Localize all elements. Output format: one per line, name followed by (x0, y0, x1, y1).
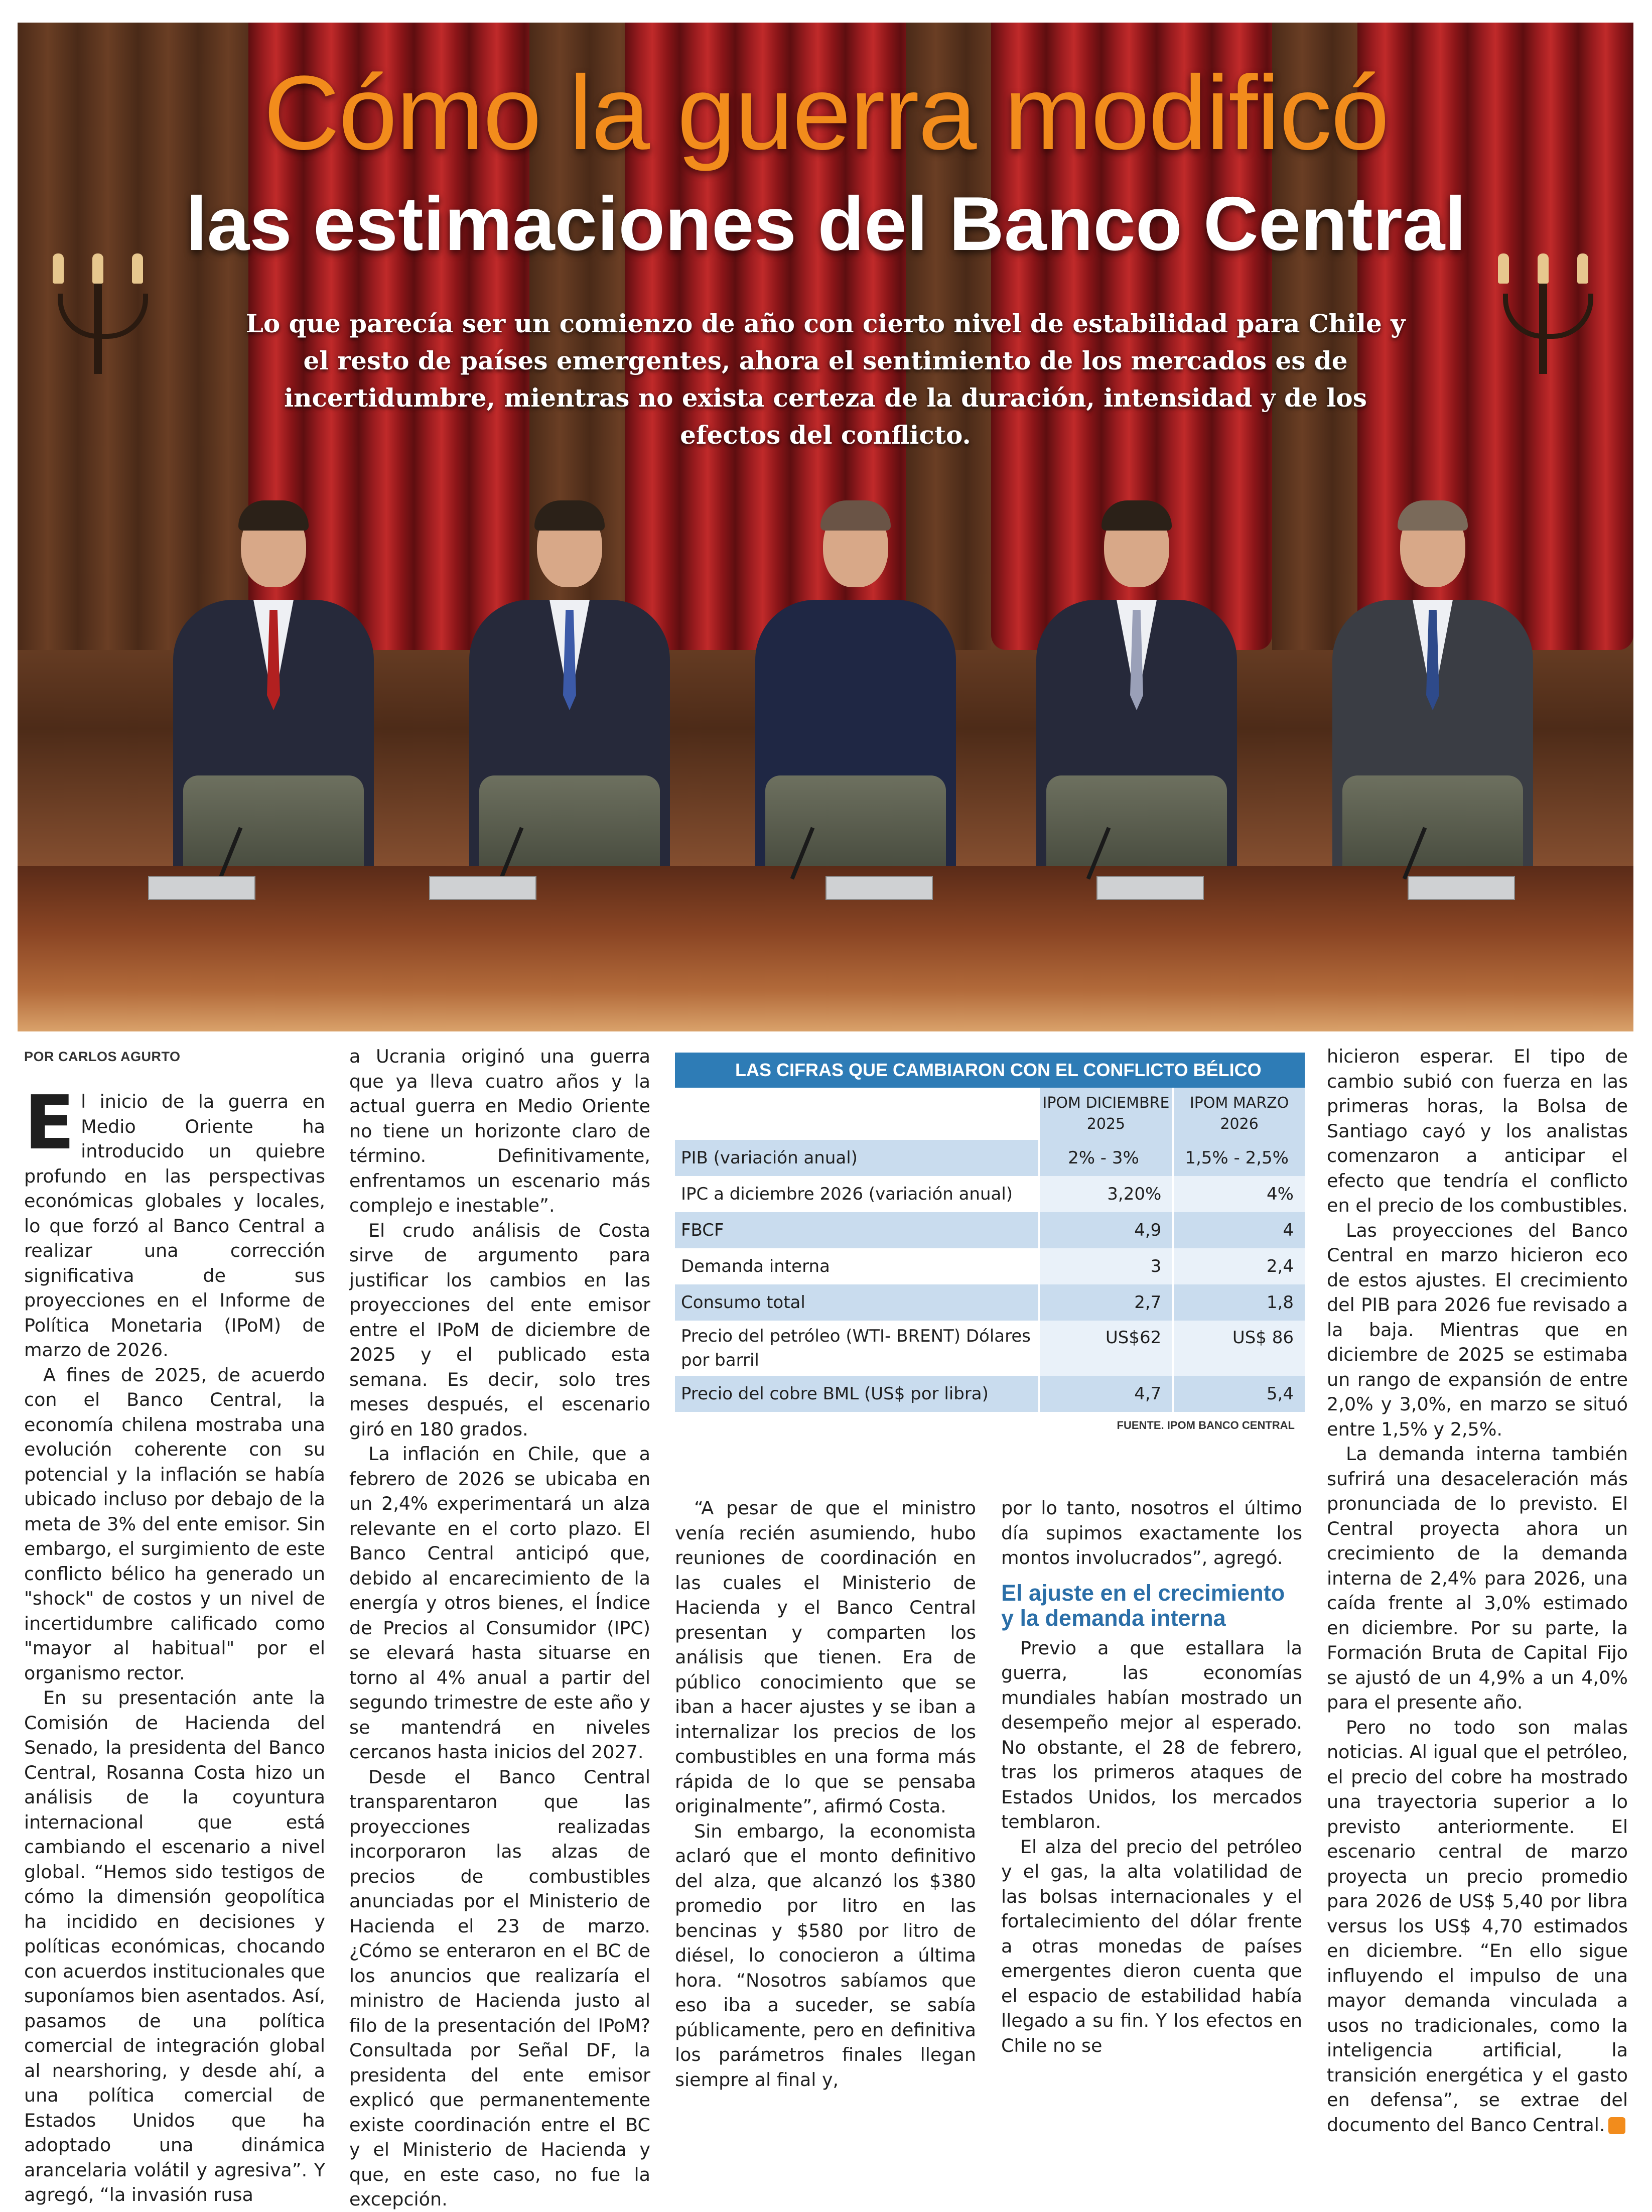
table-row: Precio del cobre BML (US$ por libra) 4,7 5,4 (675, 1376, 1305, 1412)
paragraph: A fines de 2025, de acuerdo con el Banco Central, la economía chilena mostraba una evolución coherente con su potencial y la inflación se había ubicado incluso por debajo de la meta de 3% del ente emisor. Sin embargo, el surgimiento de este conflicto bélico ha generado un "shock" de costos y un nivel de incertidumbre calificado como "mayor al habitual" por el organismo rector. (24, 1364, 325, 1684)
end-mark-icon: S (1608, 2117, 1625, 2134)
paragraph: Previo a que estallara la guerra, las economías mundiales habían mostrado un desempeño mejor al esperado. No obstante, el 28 de febrero, tras los primeros ataques de Estados Unidos, los mercados temblaron. (1001, 1637, 1302, 1833)
hero-photo (18, 23, 1633, 1031)
subheading: El ajuste en el crecimiento y la demanda interna (1001, 1580, 1285, 1631)
table-row: Precio del petróleo (WTI- BRENT) Dólares por barril US$62 US$ 86 (675, 1321, 1305, 1376)
table-title: LAS CIFRAS QUE CAMBIARON CON EL CONFLICTO BÉLICO (675, 1053, 1305, 1088)
table-row: IPC a diciembre 2026 (variación anual) 3,20% 4% (675, 1176, 1305, 1212)
paragraph: a Ucrania originó una guerra que ya lleva cuatro años y la actual guerra en Medio Oriente no tiene un horizonte claro de término. Definitivamente, enfrentamos un escenario más complejo e inestable”. (349, 1046, 650, 1216)
headline-line1: Cómo la guerra modificó (263, 54, 1389, 172)
drop-cap: E (24, 1080, 75, 1166)
table-row: PIB (variación anual) 2% - 3% 1,5% - 2,5% (675, 1140, 1305, 1176)
paragraph: Desde el Banco Central transparentaron que las proyecciones realizadas incorporaron las alzas de precios de combustibles anunciadas por el Ministerio de Hacienda el 23 de marzo. ¿Cómo se enteraron en el BC de los anuncios que realizaría el ministro de Hacienda justo al filo de la presentación del IPoM? Consultada por Señal DF, la presidenta del ente emisor explicó que permanentemente existe coordinación entre el BC y el Ministerio de Hacienda y que, en este caso, no fue la excepción. (349, 1766, 650, 2210)
body-column-3 (675, 1496, 976, 2092)
byline: POR CARLOS AGURTO (24, 1049, 181, 1064)
paragraph: En su presentación ante la Comisión de Hacienda del Senado, la presidenta del Banco Central, Rosanna Costa hizo un análisis de la coyuntura internacional que está cambiando el escenario a nivel global. “Hemos sido testigos de cómo la dimensión geopolítica ha incidido en decisiones y políticas económicas, chocando con acuerdos institucionales que suponíamos bien asentados. Así, pasamos de una política comercial de integración global al nearshoring, y desde ahí, a una política comercial de Estados Unidos que ha adoptado una dinámica arancelaria volátil y agresiva”. Y agregó, “la invasión rusa (24, 1687, 325, 2205)
body-column-4 (1001, 1496, 1302, 2058)
table-row: Consumo total 2,7 1,8 (675, 1284, 1305, 1321)
table-row: Demanda interna 3 2,4 (675, 1248, 1305, 1284)
data-table (675, 1088, 1305, 1412)
body-column-1 (24, 1080, 325, 2207)
body-column-5 (1327, 1044, 1636, 2137)
headline-line2: las estimaciones del Banco Central (186, 181, 1466, 267)
paragraph: Pero no todo son malas noticias. Al igual que el petróleo, el precio del cobre ha mostrado una trayectoria superior a lo previsto anteriormente. El escenario central de marzo proyecta un precio promedio para 2026 de US$ 5,40 por libra versus los US$ 4,70 estimados en diciembre. “En ello sigue influyendo el impulso de una mayor demanda vinculada a usos no tradicionales, como la inteligencia artificial, la transición energética y el gasto en defensa”, se extrae del documento del Banco Central. (1327, 1716, 1628, 2136)
figures-table (675, 1053, 1305, 1432)
paragraph: La inflación en Chile, que a febrero de 2026 se ubicaba en un 2,4% experimentará un alza relevante en el corto plazo. El Banco Central anticipó que, debido al encarecimiento de la energía y otros bienes, el Índice de Precios al Consumidor (IPC) se elevará hasta situarse en torno al 4% anual a partir del segundo trimestre de este año y se mantendrá en niveles cercanos hasta inicios del 2027. (349, 1443, 650, 1763)
paragraph: La demanda interna también sufrirá una desaceleración más pronunciada de lo previsto. El Central proyecta ahora un crecimiento de la demanda interna de 2,4% para 2026, una caída frente al 3,0% estimado en diciembre. Por su parte, la Formación Bruta de Capital Fijo se ajustó de un 4,9% a un 4,0% para el presente año. (1327, 1443, 1628, 1713)
body-column-2 (349, 1044, 650, 2212)
paragraph: hicieron esperar. El tipo de cambio subió con fuerza en las primeras horas, la Bolsa de Santiago cayó y los analistas comenzaron a anticipar el efecto que tendría el conflicto en el precio de los combustibles. (1327, 1046, 1628, 1216)
table-source: FUENTE. IPOM BANCO CENTRAL (1117, 1419, 1295, 1432)
paragraph: por lo tanto, nosotros el último día supimos exactamente los montos involucrados”, agregó. (1001, 1497, 1302, 1569)
paragraph: “A pesar de que el ministro venía recién asumiendo, hubo reuniones de coordinación en las cuales el Ministerio de Hacienda y el Banco Central presentan y comparten los análisis que tienen. Era de público conocimiento que se iban a hacer ajustes y se iban a internalizar los precios de los combustibles en una forma más rápida de lo que se pensaba originalmente”, afirmó Costa. (675, 1497, 976, 1817)
paragraph: El alza del precio del petróleo y el gas, la alta volatilidad de las bolsas internacionales y el fortalecimiento del dólar frente a otras monedas de países emergentes dieron cuenta que el espacio de estabilidad había llegado a su fin. Y los efectos en Chile no se (1001, 1836, 1302, 2056)
column-header-dic: IPOM DICIEMBRE 2025 (1039, 1088, 1173, 1140)
paragraph: Las proyecciones del Banco Central en marzo hicieron eco de estos ajustes. El crecimiento del PIB para 2026 fue revisado a la baja. Mientras que en diciembre de 2025 se estimaba un rango de expansión de entre 2,0% y 3,0%, en marzo se situó entre 1,5% y 2,5%. (1327, 1219, 1628, 1440)
column-header-mar: IPOM MARZO 2026 (1173, 1088, 1305, 1140)
paragraph: El crudo análisis de Costa sirve de argumento para justificar los cambios en las proyecciones del ente emisor entre el IPoM de diciembre de 2025 y el publicado esta semana. Es decir, solo tres meses después, el escenario giró en 180 grados. (349, 1219, 650, 1440)
paragraph: Sin embargo, la economista aclaró que el monto definitivo del alza, que alcanzó los $380 promedio por litro en las bencinas y $580 por litro de diésel, lo conocieron a última hora. “Nosotros sabíamos que eso iba a suceder, se sabía públicamente, pero en definitiva los parámetros finales llegan siempre al final y, (675, 1820, 976, 2091)
table-row: FBCF 4,9 4 (675, 1212, 1305, 1248)
paragraph: l inicio de la guerra en Medio Oriente ha introducido un quiebre profundo en las perspectivas económicas globales y locales, lo que forzó al Banco Central a realizar una corrección significativa de sus proyecciones en el Informe de Política Monetaria (IPoM) de marzo de 2026. (24, 1091, 325, 1361)
lede: Lo que parecía ser un comienzo de año con cierto nivel de estabilidad para Chile y el resto de países emergentes, ahora el sentimiento de los mercados es de incertidumbre, mientras no exista certeza de la duración, intensidad y de los efectos del conflicto. (245, 309, 1406, 450)
